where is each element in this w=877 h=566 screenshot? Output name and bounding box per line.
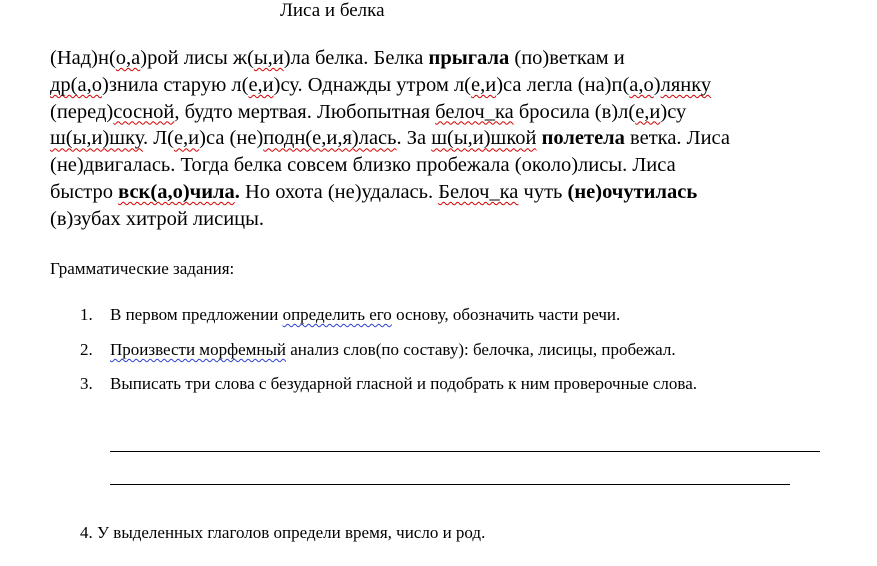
underlined-word: а,о <box>629 73 654 96</box>
text-run: (Над)н( <box>50 47 116 69</box>
highlighted-word: . <box>234 180 240 203</box>
grammar-heading: Грамматические задания: <box>50 259 235 278</box>
underlined-word: белоч_ка <box>435 100 514 123</box>
underlined-word: Произвести морфемный <box>110 340 287 359</box>
highlighted-word: (не)очутилась <box>567 180 698 203</box>
document-title: Лиса и белка <box>280 0 385 21</box>
task-text <box>110 339 676 361</box>
text-run: )са легла (на)п( <box>496 73 630 96</box>
task-number: 1. <box>80 305 93 324</box>
text-run: быстро <box>50 180 119 203</box>
text-run: )су. Однажды утром л( <box>273 73 472 96</box>
text-run: , будто мертвая. Любопытная <box>174 100 436 123</box>
text-run: )су <box>660 100 687 123</box>
highlighted-word: прыгала <box>428 47 510 69</box>
story-paragraph <box>50 45 850 233</box>
story-line <box>50 125 850 152</box>
underlined-word: ш(ы,и)шку <box>50 127 143 150</box>
text-run: . Л( <box>142 127 174 150</box>
text-run: . За <box>396 127 432 150</box>
underlined-word: др( <box>50 73 78 96</box>
answer-line <box>110 484 790 485</box>
task-text <box>110 304 620 326</box>
task-number: 2. <box>80 340 93 359</box>
story-line <box>50 45 850 72</box>
underlined-word: е,и <box>635 100 661 123</box>
text-run: )са (не) <box>199 127 264 150</box>
highlighted-word: вск(а,о)чила <box>118 180 235 203</box>
underlined-word: е,и <box>471 73 497 96</box>
underlined-word: а,о <box>77 73 102 96</box>
text-run: (перед) <box>50 100 114 123</box>
task-text <box>110 373 697 395</box>
underlined-word: е,и <box>173 127 200 150</box>
story-line <box>50 99 850 126</box>
task-4-text: 4. У выделенных глаголов определи время, число и род. <box>80 523 486 542</box>
story-line <box>50 72 850 99</box>
text-run: чуть <box>518 180 568 203</box>
story-line <box>50 206 850 233</box>
text-run: В первом предложении <box>110 305 283 324</box>
underlined-word: ы,и <box>253 47 284 69</box>
text-run: (не)двигалась. Тогда белка совсем близко пробежала (около)лисы. Лиса <box>50 154 676 177</box>
text-run: )рой лисы ж( <box>140 47 254 69</box>
text-run: ) <box>653 73 661 96</box>
text-run: основу, обозначить части речи. <box>391 305 621 324</box>
text-run: Выписать три слова с безударной гласной и подобрать к ним проверочные слова. <box>110 374 698 393</box>
story-line <box>50 152 850 179</box>
text-run: Но охота (не)удалась. <box>239 180 439 203</box>
underlined-word: сосной <box>113 100 175 123</box>
task-number: 3. <box>80 374 93 393</box>
text-run: ветка. Лиса <box>624 127 730 150</box>
text-run: )знила старую л( <box>102 73 249 96</box>
underlined-word: Белоч_ка <box>438 180 519 203</box>
underlined-word: лянку <box>660 73 712 96</box>
text-run: (в)зубах хитрой лисицы. <box>50 207 265 230</box>
story-line <box>50 179 850 206</box>
underlined-word: подн(е,и,я)лась <box>263 127 397 150</box>
text-run: (по)веткам и <box>509 47 625 69</box>
answer-line <box>110 451 820 452</box>
underlined-word: е,и <box>248 73 274 96</box>
text-run: анализ слов(по составу): белочка, лисицы, пробежал. <box>286 340 676 359</box>
underlined-word: о,а <box>115 47 141 69</box>
highlighted-word: полетела <box>541 127 625 150</box>
text-run: бросила (в)л( <box>513 100 636 123</box>
underlined-word: ш(ы,и)шкой <box>431 127 537 150</box>
text-run: )ла белка. Белка <box>283 47 429 69</box>
underlined-word: определить его <box>282 305 392 324</box>
